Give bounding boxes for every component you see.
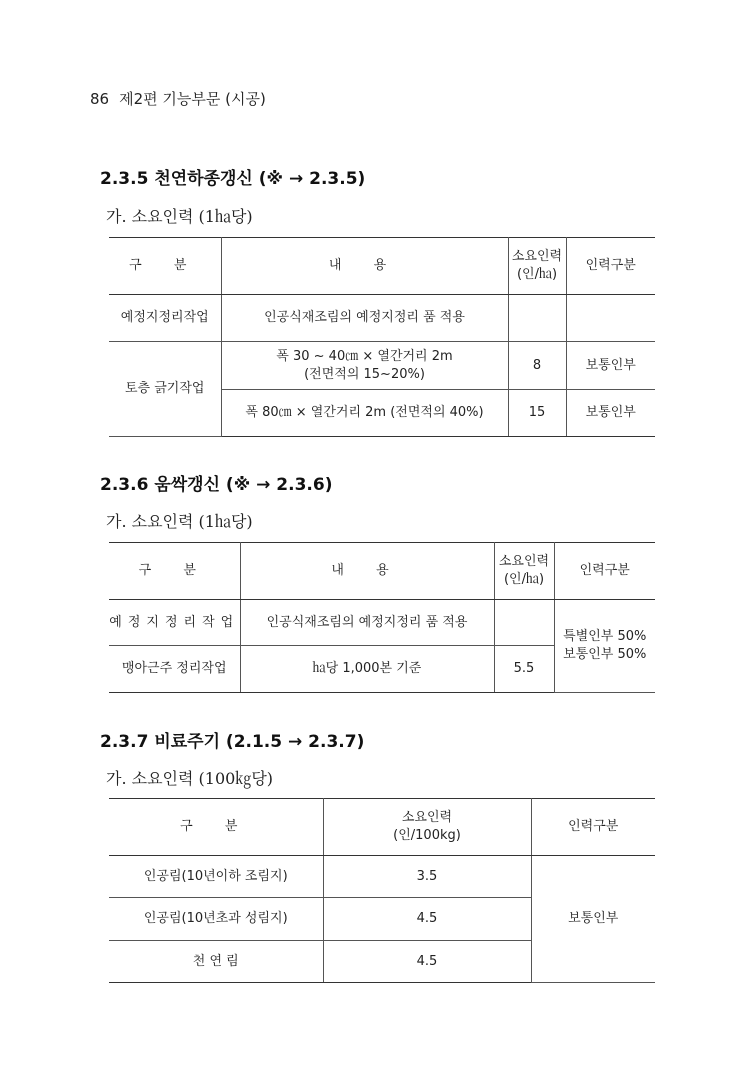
table-row (109, 856, 655, 898)
row-category: 예정지정리작업 (109, 600, 240, 646)
section-title-2-3-5: 2.3.5 천연하종갱신 (※ → 2.3.5) (100, 169, 366, 189)
row-labor: 5.5 (494, 646, 554, 693)
row-labor-type-merged: 특별인부 50% 보통인부 50% (554, 600, 655, 693)
table-header-row (109, 799, 655, 856)
header-content: 내 용 (240, 543, 494, 600)
header-labor-type: 인력구분 (554, 543, 655, 600)
header-required-labor: 소요인력 (인/㏊) (508, 238, 566, 295)
row-content: 폭 30 ~ 40㎝ × 열간거리 2m (전면적의 15~20%) (221, 342, 508, 390)
header-category: 구 분 (109, 799, 323, 856)
row-labor-type (566, 295, 655, 342)
row-content: 인공식재조림의 예정지정리 품 적용 (240, 600, 494, 646)
table-row (109, 600, 655, 646)
row-labor (494, 600, 554, 646)
row-category: 맹아근주 정리작업 (109, 646, 240, 693)
row-content: ㏊당 1,000본 기준 (240, 646, 494, 693)
table-header-row (109, 238, 655, 295)
labor-table-2-3-6 (109, 542, 655, 693)
row-labor: 4.5 (323, 898, 531, 941)
row-labor: 4.5 (323, 941, 531, 983)
header-required-labor: 소요인력 (인/㏊) (494, 543, 554, 600)
row-content: 인공식재조림의 예정지정리 품 적용 (221, 295, 508, 342)
header-labor-type: 인력구분 (566, 238, 655, 295)
section-title-2-3-7: 2.3.7 비료주기 (2.1.5 → 2.3.7) (100, 732, 365, 752)
row-category: 인공림(10년이하 조림지) (109, 856, 323, 898)
header-category: 구 분 (109, 543, 240, 600)
table-header-row (109, 543, 655, 600)
table-row (109, 342, 655, 390)
header-content: 내 용 (221, 238, 508, 295)
row-labor-type-merged: 보통인부 (531, 856, 655, 983)
row-labor-type: 보통인부 (566, 342, 655, 390)
section-title-2-3-6: 2.3.6 움싹갱신 (※ → 2.3.6) (100, 475, 333, 495)
header-labor-type: 인력구분 (531, 799, 655, 856)
row-labor: 8 (508, 342, 566, 390)
chapter-title: 제2편 기능부문 (시공) (119, 90, 266, 108)
labor-table-2-3-5 (109, 237, 655, 437)
subsection-title: 가. 소요인력 (1㏊당) (106, 512, 253, 531)
row-category: 토층 긁기작업 (109, 342, 221, 437)
page-number: 86 (90, 90, 110, 108)
row-category: 예정지정리작업 (109, 295, 221, 342)
row-labor (508, 295, 566, 342)
row-labor: 3.5 (323, 856, 531, 898)
subsection-title: 가. 소요인력 (100㎏당) (106, 769, 274, 788)
row-category: 인공림(10년초과 성림지) (109, 898, 323, 941)
row-content: 폭 80㎝ × 열간거리 2m (전면적의 40%) (221, 390, 508, 437)
labor-table-2-3-7 (109, 798, 655, 983)
row-labor: 15 (508, 390, 566, 437)
row-category: 천 연 림 (109, 941, 323, 983)
header-category: 구 분 (109, 238, 221, 295)
running-header (90, 88, 276, 109)
header-required-labor: 소요인력 (인/100kg) (323, 799, 531, 856)
row-labor-type: 보통인부 (566, 390, 655, 437)
subsection-title: 가. 소요인력 (1㏊당) (106, 207, 253, 226)
table-row (109, 295, 655, 342)
